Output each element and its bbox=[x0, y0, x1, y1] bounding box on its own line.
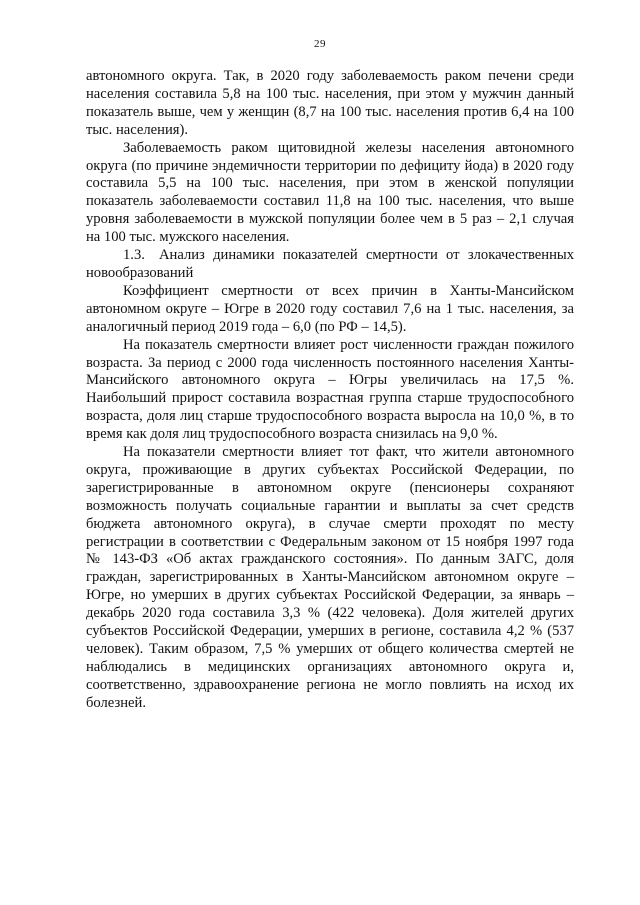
section-title: Анализ динамики показателей смертности от злокачественных новообразований bbox=[86, 247, 574, 281]
page-number: 29 bbox=[314, 38, 326, 50]
paragraph-thyroid-cancer: Заболеваемость раком щитовидной железы населения автономного округа (по причине эндемичности территории по дефициту йода) в 2020 году составила 5,5 на 100 тыс. населения, при этом в женской популяции показатель заболеваемости составил 11,8 на 100 тыс. населения, что выше уровня заболеваемости в мужской популяции более чем в 5 раз – 2,1 случая на 100 тыс. мужского населения. bbox=[86, 139, 574, 246]
paragraph-population-aging: На показатель смертности влияет рост численности граждан пожилого возраста. За период с 2000 года численность постоянного населения Ханты-Мансийского автономного округа – Югры увеличилась на 17,5 %. Наибольший прирост составила возрастная группа старше трудоспособного возраста, доля лиц старше трудоспособного возраста выросла на 10,0 %, в то время как доля лиц трудоспособного возраста снизилась на 9,0 %. bbox=[86, 336, 574, 443]
paragraph-registration-factors: На показатели смертности влияет тот факт, что жители автономного округа, проживающие в других субъектах Российской Федерации, по зарегистрированные в автономном округе (пенсионеры сохраняют возможность получать социальные гарантии и выплаты за счет средств бюджета автономного округа), в случае смерти проходят по месту регистрации в соответствии с Федеральным законом от 15 ноября 1997 года № 143-ФЗ «Об актах гражданского состояния». По данным ЗАГС, доля граждан, зарегистрированных в Ханты-Мансийском автономном округе – Югре, но умерших в других субъектах Российской Федерации, за январь – декабрь 2020 года составила 3,3 % (422 человека). Доля жителей других субъектов Российской Федерации, умерших в регионе, составила 4,2 % (537 человек). Таким образом, 7,5 % умерших от общего количества смертей не наблюдались в медицинских организациях автономного округа и, соответственно, здравоохранение региона не могло повлиять на исход их болезней. bbox=[86, 444, 574, 711]
section-heading bbox=[86, 247, 574, 283]
paragraph-mortality-coefficient: Коэффициент смертности от всех причин в Ханты-Мансийском автономном округе – Югре в 2020 году составил 7,6 на 1 тыс. населения, за аналогичный период 2019 года – 6,0 (по РФ – 14,5). bbox=[86, 282, 574, 335]
section-number: 1.3. bbox=[123, 247, 145, 264]
document-body bbox=[86, 68, 574, 713]
paragraph-liver-cancer: автономного округа. Так, в 2020 году заболеваемость раком печени среди населения составила 5,8 на 100 тыс. населения, при этом у мужчин данный показатель выше, чем у женщин (8,7 на 100 тыс. населения против 6,4 на 100 тыс. населения). bbox=[86, 68, 574, 138]
